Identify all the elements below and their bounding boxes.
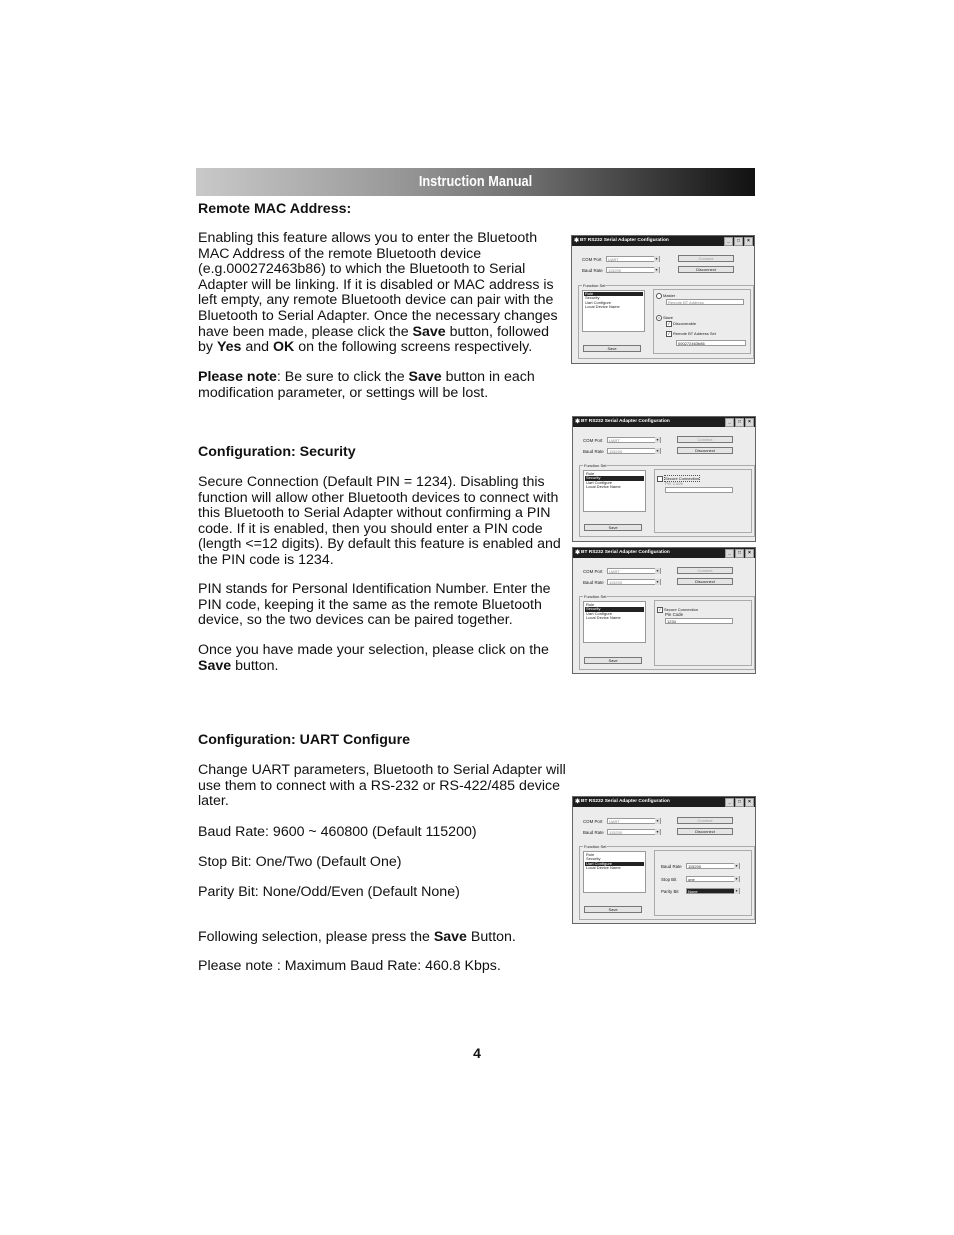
com-port-label: COM Port xyxy=(583,819,603,824)
security-paragraph-2: PIN stands for Personal Identification Number. Enter the PIN code, keeping it the same as the remote Bluetooth device, so the two devices can be paired together. xyxy=(198,581,551,629)
function-set-group xyxy=(578,285,754,359)
list-item-role[interactable]: Role xyxy=(584,292,643,296)
list-item-security[interactable]: Security xyxy=(585,295,600,301)
header-bar xyxy=(196,168,755,196)
maximize-icon[interactable]: □ xyxy=(735,418,744,427)
list-item-local-name[interactable]: Local Device Name xyxy=(586,484,621,490)
save-button[interactable]: Save xyxy=(584,657,642,664)
com-port-select[interactable]: UART ▾ xyxy=(607,437,661,443)
dialog-uart xyxy=(572,796,756,924)
list-item-role[interactable]: Role xyxy=(586,852,595,857)
slave-radio[interactable]: • Slave xyxy=(656,315,673,321)
baud-rate-label: Baud Rate xyxy=(582,268,603,273)
uart-heading: Configuration: UART Configure xyxy=(198,732,410,748)
list-item-local-name[interactable]: Local Device Name xyxy=(586,615,621,621)
com-port-label: COM Port xyxy=(583,569,603,574)
list-item-local-name[interactable]: Local Device Name xyxy=(586,865,621,871)
app-icon: ✱ xyxy=(575,419,581,425)
maximize-icon[interactable]: □ xyxy=(735,549,744,558)
parity-bit-label: Parity Bit xyxy=(661,889,679,894)
function-set-group xyxy=(579,465,755,537)
list-item-uart[interactable]: Uart Configure xyxy=(586,610,613,616)
pin-code-label: Pin Code xyxy=(665,612,684,617)
app-icon: ✱ xyxy=(575,799,581,805)
role-panel xyxy=(653,289,751,354)
minimize-icon[interactable]: _ xyxy=(724,237,733,246)
maximize-icon[interactable]: □ xyxy=(734,237,743,246)
save-button[interactable]: Save xyxy=(584,524,642,531)
close-icon[interactable]: × xyxy=(745,418,754,427)
close-icon[interactable]: × xyxy=(745,798,754,807)
pin-code-label: Pin Code xyxy=(665,481,684,486)
page-number: 4 xyxy=(473,1045,481,1061)
pin-code-input[interactable]: 1234 xyxy=(665,618,733,624)
function-list[interactable] xyxy=(583,470,646,512)
com-port-label: COM Port xyxy=(582,257,602,262)
header-title: Instruction Manual xyxy=(418,173,533,190)
mac-paragraph: Enabling this feature allows you to enter the Bluetooth MAC Address of the remote Bluetooth device (e.g.000272463b86) to which the Bluetooth to Serial Adapter will be linking. If it is disabled or MAC address is left empty, any remote Bluetooth device can pair with the Bluetooth to Serial Adapter. Once the necessary changes have been made, please click the Save button, followed by Yes and OK on the following screens respectively. xyxy=(198,230,558,356)
remote-address-input[interactable]: Remote BT Address xyxy=(666,299,744,305)
list-item-local-name[interactable]: Local Device Name xyxy=(585,304,620,310)
dialog-role xyxy=(571,235,755,364)
baud-rate-label: Baud Rate xyxy=(583,449,604,454)
com-port-select[interactable]: UART ▾ xyxy=(607,818,661,824)
connect-button[interactable]: Connect xyxy=(677,436,733,443)
mac-note: Please note: Be sure to click the Save button in each modification parameter, or settings will be lost. xyxy=(198,369,535,401)
disconnect-button[interactable]: Disconnect xyxy=(677,578,733,585)
secure-connection-checkbox[interactable]: ✓ Secure Connection xyxy=(658,607,699,613)
connect-button[interactable]: Connect xyxy=(677,817,733,824)
list-item-security[interactable]: Security xyxy=(586,856,601,862)
security-panel xyxy=(654,600,752,666)
list-item-uart[interactable]: Uart Configure xyxy=(586,479,613,485)
dialog-security-on xyxy=(572,547,756,674)
uart-paragraph: Change UART parameters, Bluetooth to Serial Adapter will use them to connect with a RS-232 or RS-422/485 device later. xyxy=(198,762,566,810)
remote-address-set-checkbox[interactable]: ✓ Remote BT Address Set xyxy=(667,331,716,337)
function-list[interactable] xyxy=(583,601,646,643)
function-set-label: Function Set xyxy=(583,283,606,288)
secure-connection-checkbox[interactable]: Secure Connection xyxy=(657,476,700,482)
list-item-security[interactable]: Security xyxy=(585,476,644,480)
app-icon: ✱ xyxy=(574,238,580,244)
minimize-icon[interactable]: _ xyxy=(725,549,734,558)
minimize-icon[interactable]: _ xyxy=(725,798,734,807)
disconnect-button[interactable]: Disconnect xyxy=(677,447,733,454)
function-list[interactable] xyxy=(582,290,645,332)
list-item-uart[interactable]: Uart Configure xyxy=(585,862,644,866)
app-icon: ✱ xyxy=(575,550,581,556)
mac-heading: Remote MAC Address: xyxy=(198,201,352,217)
list-item-uart[interactable]: Uart Configure xyxy=(585,299,612,305)
discoverable-checkbox[interactable]: ✓ Discoverable xyxy=(667,321,697,327)
disconnect-button[interactable]: Disconnect xyxy=(677,828,733,835)
function-list[interactable] xyxy=(583,851,646,893)
security-paragraph-1: Secure Connection (Default PIN = 1234). Disabling this function will allow other Bluetooth devices to connect with this Bluetooth to Serial Adapter without confirming a PIN code. If it is enabled, then you should enter a PIN code (length <=12 digits). By default this feature is enabled and the PIN code is 1234. xyxy=(198,474,561,568)
uart-follow-line: Following selection, please press the Save Button. xyxy=(198,929,516,945)
function-set-label: Function Set xyxy=(584,594,607,599)
list-item-role[interactable]: Role xyxy=(586,471,595,476)
function-set-label: Function Set xyxy=(584,844,607,849)
disconnect-button[interactable]: Disconnect xyxy=(678,266,734,273)
baud-rate-select[interactable]: 115200 ▾ xyxy=(607,829,661,835)
function-set-group xyxy=(579,846,755,920)
uart-panel xyxy=(654,850,752,916)
dialog-titlebar: ✱ BT RS232 Serial Adapter Configuration _ □ × xyxy=(573,548,755,558)
stop-bit-select[interactable]: one ▾ xyxy=(686,876,740,882)
security-panel xyxy=(654,469,752,533)
security-heading: Configuration: Security xyxy=(198,444,356,460)
uart-max-note: Please note : Maximum Baud Rate: 460.8 Kbps. xyxy=(198,958,501,974)
maximize-icon[interactable]: □ xyxy=(735,798,744,807)
list-item-security[interactable]: Security xyxy=(585,607,644,611)
parity-bit-select[interactable]: None ▾ xyxy=(686,888,740,894)
dialog-titlebar: ✱ BT RS232 Serial Adapter Configuration _ □ × xyxy=(573,797,755,807)
pin-code-input[interactable] xyxy=(665,487,733,493)
connect-button[interactable]: Connect xyxy=(678,255,734,262)
baud-rate-select[interactable]: 115200 ▾ xyxy=(607,579,661,585)
com-port-select[interactable]: UART ▾ xyxy=(607,568,661,574)
stop-bit-label: Stop Bit xyxy=(661,877,677,882)
uart-parity-line: Parity Bit: None/Odd/Even (Default None) xyxy=(198,884,460,900)
minimize-icon[interactable]: _ xyxy=(725,418,734,427)
list-item-role[interactable]: Role xyxy=(586,602,595,607)
save-button[interactable]: Save xyxy=(583,345,641,352)
function-set-label: Function Set xyxy=(584,463,607,468)
close-icon[interactable]: × xyxy=(745,549,754,558)
uart-stop-line: Stop Bit: One/Two (Default One) xyxy=(198,854,402,870)
security-paragraph-3: Once you have made your selection, please click on the Save button. xyxy=(198,642,549,674)
com-port-label: COM Port xyxy=(583,438,603,443)
baud-rate-label: Baud Rate xyxy=(583,580,604,585)
dialog-titlebar: ✱ BT RS232 Serial Adapter Configuration _ □ × xyxy=(572,236,754,246)
mac-address-input[interactable]: 000272463b86 xyxy=(676,340,746,346)
close-icon[interactable]: × xyxy=(744,237,753,246)
function-set-group xyxy=(579,596,755,670)
connect-button[interactable]: Connect xyxy=(677,567,733,574)
master-radio[interactable]: Master xyxy=(656,293,675,299)
com-port-select[interactable]: UART ▾ xyxy=(606,256,660,262)
uart-baud-label: Baud Rate xyxy=(661,864,682,869)
dialog-titlebar: ✱ BT RS232 Serial Adapter Configuration _ □ × xyxy=(573,417,755,427)
baud-rate-select[interactable]: 115200 ▾ xyxy=(606,267,660,273)
dialog-security-off xyxy=(572,416,756,542)
save-button[interactable]: Save xyxy=(584,906,642,913)
uart-baud-select[interactable]: 115200 ▾ xyxy=(686,863,740,869)
baud-rate-select[interactable]: 115200 ▾ xyxy=(607,448,661,454)
uart-baud-line: Baud Rate: 9600 ~ 460800 (Default 115200) xyxy=(198,824,477,840)
baud-rate-label: Baud Rate xyxy=(583,830,604,835)
